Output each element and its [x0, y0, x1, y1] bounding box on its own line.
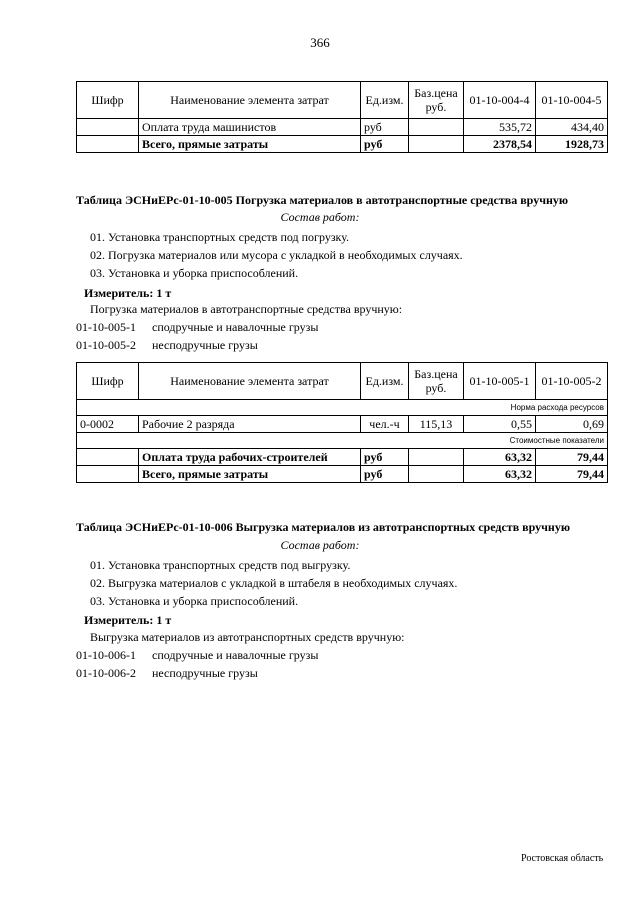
subheader-row [77, 433, 608, 449]
step-005-1: 01. Установка транспортных средств под погрузку. [90, 230, 350, 244]
column-header-b: 01-10-004-5 [536, 82, 608, 119]
column-header-unit: Ед.изм. [361, 82, 409, 119]
meter-006: Измеритель: 1 т [84, 613, 172, 627]
norm-label: Норма расхода ресурсов [77, 400, 608, 416]
cost-label: Стоимостные показатели [77, 433, 608, 449]
item-code-005-2: 01-10-005-2 [76, 338, 136, 352]
table-row: Всего, прямые затраты руб 2378,54 1928,73 [77, 136, 608, 153]
column-header-a: 01-10-004-4 [464, 82, 536, 119]
step-006-3: 03. Установка и уборка приспособлений. [90, 594, 299, 608]
section-title-005: Таблица ЭСНиЕРс-01-10-005 Погрузка материалов в автотранспортные средства вручную [76, 193, 569, 207]
step-006-2: 02. Выгрузка материалов с укладкой в штабеля в необходимых случаях. [90, 576, 458, 590]
step-005-2: 02. Погрузка материалов или мусора с укладкой в необходимых случаях. [90, 248, 463, 262]
composition-label-005: Состав работ: [280, 210, 360, 224]
item-text-006-1: сподручные и навалочные грузы [152, 648, 319, 662]
item-code-006-1: 01-10-006-1 [76, 648, 136, 662]
column-header-name: Наименование элемента затрат [139, 82, 361, 119]
column-header-unit: Ед.изм. [361, 363, 409, 400]
column-header-code: Шифр [77, 363, 139, 400]
section-title-006: Таблица ЭСНиЕРс-01-10-006 Выгрузка материалов из автотранспортных средств вручную [76, 520, 571, 534]
column-header-b: 01-10-005-2 [536, 363, 608, 400]
description-006: Выгрузка материалов из автотранспортных средств вручную: [90, 630, 405, 644]
table-row: Оплата труда машинистов руб 535,72 434,40 [77, 119, 608, 136]
meter-005: Измеритель: 1 т [84, 286, 172, 300]
description-005: Погрузка материалов в автотранспортные средства вручную: [90, 302, 403, 316]
table-01-10-005 [76, 362, 608, 483]
composition-label-006: Состав работ: [280, 538, 360, 552]
step-006-1: 01. Установка транспортных средств под выгрузку. [90, 558, 351, 572]
table-row: 0-0002 Рабочие 2 разряда чел.-ч 115,13 0,55 0,69 [77, 416, 608, 433]
item-code-006-2: 01-10-006-2 [76, 666, 136, 680]
column-header-base-price: Баз.цена руб. [409, 363, 464, 400]
subheader-row [77, 400, 608, 416]
column-header-base-price: Баз.цена руб. [409, 82, 464, 119]
item-text-005-2: несподручные грузы [152, 338, 258, 352]
table-header-row [77, 82, 608, 119]
item-text-006-2: несподручные грузы [152, 666, 258, 680]
column-header-name: Наименование элемента затрат [139, 363, 361, 400]
item-code-005-1: 01-10-005-1 [76, 320, 136, 334]
table-01-10-004 [76, 81, 608, 153]
step-005-3: 03. Установка и уборка приспособлений. [90, 266, 299, 280]
column-header-code: Шифр [77, 82, 139, 119]
table-header-row [77, 363, 608, 400]
column-header-a: 01-10-005-1 [464, 363, 536, 400]
footer-region: Ростовская область [521, 853, 604, 864]
item-text-005-1: сподручные и навалочные грузы [152, 320, 319, 334]
table-row: Всего, прямые затраты руб 63,32 79,44 [77, 466, 608, 483]
page-number: 366 [310, 35, 330, 50]
table-row: Оплата труда рабочих-строителей руб 63,32 79,44 [77, 449, 608, 466]
